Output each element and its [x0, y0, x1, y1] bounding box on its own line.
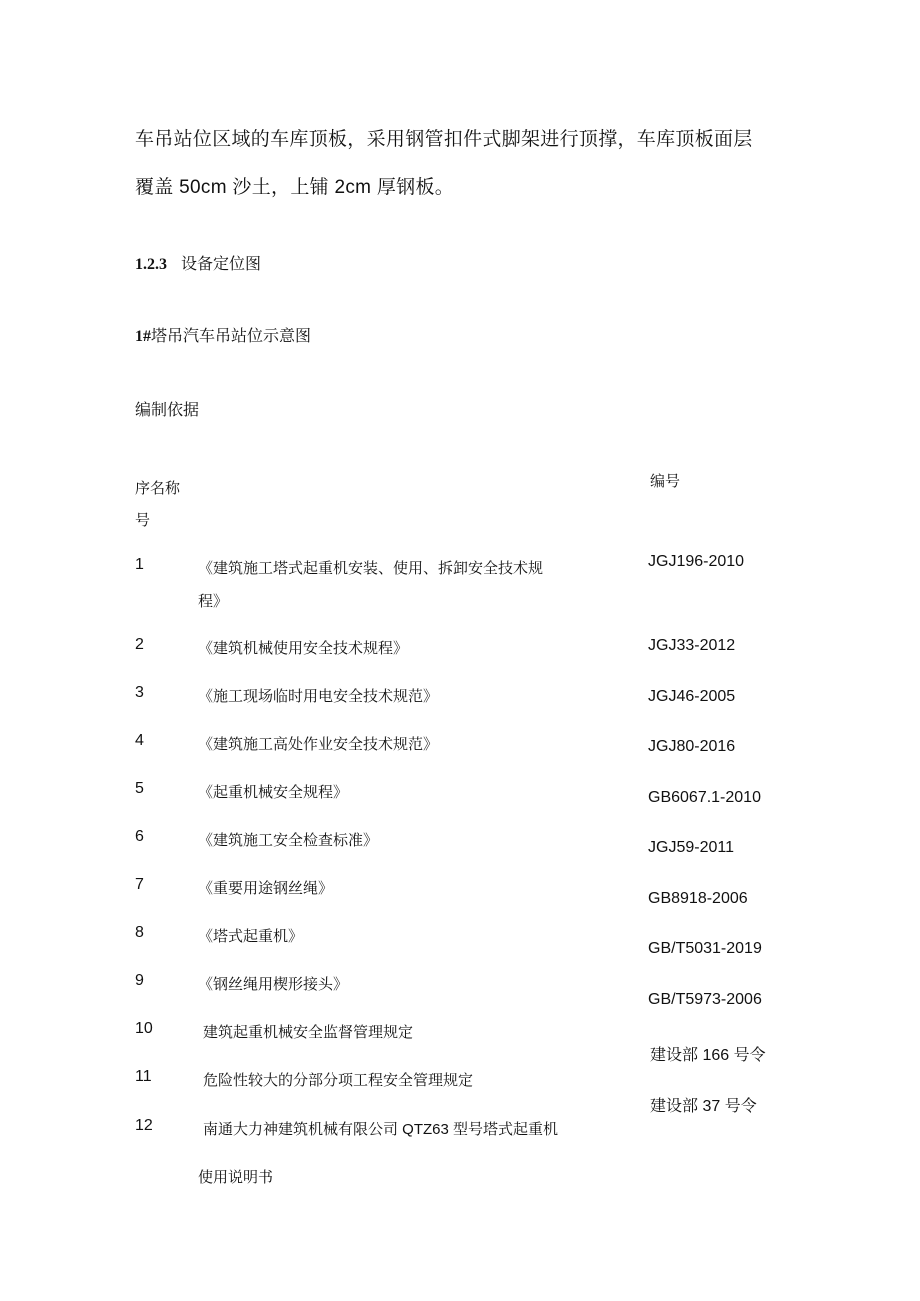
table-row-7-code: GB8918-2006: [648, 890, 748, 907]
table-row-1-code: JGJ196-2010: [648, 553, 745, 570]
table-row-1-name: 《建筑施工塔式起重机安装、使用、拆卸安全技术规: [198, 559, 544, 577]
table-row-5-code: GB6067.1-2010: [648, 789, 761, 806]
figure-caption: [135, 323, 311, 346]
table-row-12-no: 12: [135, 1117, 153, 1134]
figure-caption-text: 塔吊汽车吊站位示意图: [151, 328, 312, 345]
table-row-12-name: 南通大力神建筑机械有限公司 QTZ63 型号塔式起重机: [203, 1121, 559, 1138]
table-row-6-name: 《建筑施工安全检查标准》: [198, 831, 379, 849]
table-row-9-name: 《钢丝绳用楔形接头》: [198, 975, 349, 993]
table-row-9-code: GB/T5973-2006: [648, 991, 762, 1008]
table-row-10-no: 10: [135, 1020, 153, 1037]
table-header-code: 编号: [650, 473, 681, 490]
table-header-seq-name: 序名称: [135, 480, 181, 497]
table-row-5-no: 5: [135, 780, 144, 797]
intro-line-2: 覆盖 50cm 沙土，上铺 2cm 厚钢板。: [135, 177, 455, 198]
table-row-7-no: 7: [135, 876, 144, 893]
table-row-6-no: 6: [135, 828, 144, 845]
table-row-8-name: 《塔式起重机》: [198, 927, 304, 945]
intro-line-1: 车吊站位区域的车库顶板，采用钢管扣件式脚架进行顶撑，车库顶板面层: [135, 129, 753, 150]
table-row-1-no: 1: [135, 556, 144, 573]
table-row-8-no: 8: [135, 924, 144, 941]
table-row-12-name-cont: 使用说明书: [198, 1169, 274, 1186]
table-row-1-name-cont: 程》: [198, 592, 229, 610]
table-row-8-code: GB/T5031-2019: [648, 940, 762, 957]
basis-title: 编制依据: [135, 402, 200, 419]
table-row-3-code: JGJ46-2005: [648, 688, 736, 705]
table-row-6-code: JGJ59-2011: [648, 839, 734, 856]
table-row-2-code: JGJ33-2012: [648, 637, 736, 654]
table-row-5-name: 《起重机械安全规程》: [198, 783, 349, 801]
table-header-seq-cont: 号: [135, 512, 151, 529]
table-row-11-code: 建设部 37 号令: [650, 1098, 757, 1115]
figure-caption-prefix: 1#: [135, 328, 151, 345]
section-number: 1.2.3: [135, 256, 167, 273]
table-row-10-name: 建筑起重机械安全监督管理规定: [203, 1024, 414, 1041]
table-row-3-no: 3: [135, 684, 144, 701]
table-row-10-code: 建设部 166 号令: [650, 1047, 766, 1064]
table-row-2-no: 2: [135, 636, 144, 653]
table-row-2-name: 《建筑机械使用安全技术规程》: [198, 639, 409, 657]
table-row-3-name: 《施工现场临时用电安全技术规范》: [198, 687, 439, 705]
table-row-11-no: 11: [135, 1068, 152, 1085]
table-row-7-name: 《重要用途钢丝绳》: [198, 879, 334, 897]
section-title: 设备定位图: [181, 256, 262, 273]
section-heading: [135, 251, 261, 274]
table-row-4-code: JGJ80-2016: [648, 738, 736, 755]
table-row-4-name: 《建筑施工高处作业安全技术规范》: [198, 735, 439, 753]
table-row-9-no: 9: [135, 972, 144, 989]
table-row-4-no: 4: [135, 732, 144, 749]
table-row-11-name: 危险性较大的分部分项工程安全管理规定: [203, 1072, 474, 1089]
